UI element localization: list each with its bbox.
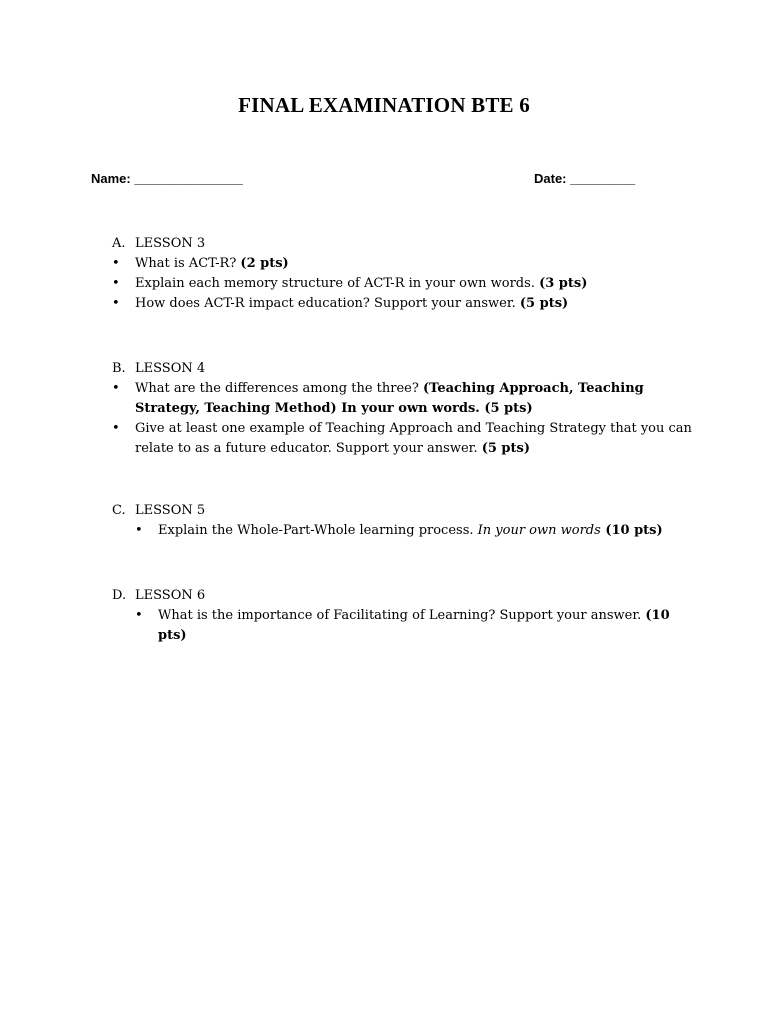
section-lesson-3 (112, 234, 692, 314)
question-text: What is the importance of Facilitating of Learning? Support your answer. (158, 608, 646, 623)
question-text: Give at least one example of Teaching Approach and Teaching Strategy that you can relate to as a future educator. Support your answer. (135, 421, 692, 456)
bullet-icon: • (112, 421, 120, 436)
bullet-icon: • (112, 381, 120, 396)
question-list (112, 254, 692, 314)
section-letter: D. (112, 588, 127, 603)
question-text: Explain each memory structure of ACT-R in your own words. (135, 276, 540, 291)
bullet-icon: • (112, 296, 120, 311)
question-points: (5 pts) (481, 441, 530, 456)
section-letter: B. (112, 361, 126, 376)
section-lesson-6 (112, 586, 692, 646)
question-points: (Teaching Approach, Teaching Strategy, Teaching Method) In your own words. (5 pts) (135, 381, 644, 416)
question-text: What is ACT-R? (135, 256, 241, 271)
section-heading (112, 234, 692, 254)
section-lesson-5 (112, 501, 692, 541)
question-item (112, 379, 692, 419)
section-title: LESSON 5 (135, 503, 206, 518)
question-points: (2 pts) (240, 256, 289, 271)
section-title: LESSON 6 (135, 588, 206, 603)
section-lesson-4 (112, 359, 692, 459)
question-item (112, 274, 692, 294)
bullet-icon: • (112, 256, 120, 271)
question-item (112, 521, 692, 541)
question-points: (3 pts) (539, 276, 588, 291)
question-text: What are the differences among the three? (135, 381, 423, 396)
question-points: (10 pts) (158, 608, 670, 643)
question-list (112, 606, 692, 646)
section-heading (112, 501, 692, 521)
section-title: LESSON 3 (135, 236, 206, 251)
exam-title: FINAL EXAMINATION BTE 6 (238, 93, 530, 117)
question-item (112, 419, 692, 459)
question-emphasis: In your own words (477, 523, 601, 538)
bullet-icon: • (112, 276, 120, 291)
date-field: Date: _________ (534, 171, 636, 186)
question-list (112, 379, 692, 459)
section-letter: C. (112, 503, 126, 518)
question-item (112, 606, 692, 646)
question-points: (10 pts) (600, 523, 663, 538)
section-letter: A. (112, 236, 126, 251)
question-text: How does ACT-R impact education? Support your answer. (135, 296, 520, 311)
section-heading (112, 359, 692, 379)
section-title: LESSON 4 (135, 361, 206, 376)
section-heading (112, 586, 692, 606)
question-text: Explain the Whole-Part-Whole learning process. (158, 523, 478, 538)
bullet-icon: • (135, 608, 143, 623)
question-item (112, 254, 692, 274)
bullet-icon: • (135, 523, 143, 538)
question-points: (5 pts) (519, 296, 569, 311)
question-item (112, 294, 692, 314)
question-list (112, 521, 692, 541)
name-field: Name: _______________ (91, 171, 243, 186)
